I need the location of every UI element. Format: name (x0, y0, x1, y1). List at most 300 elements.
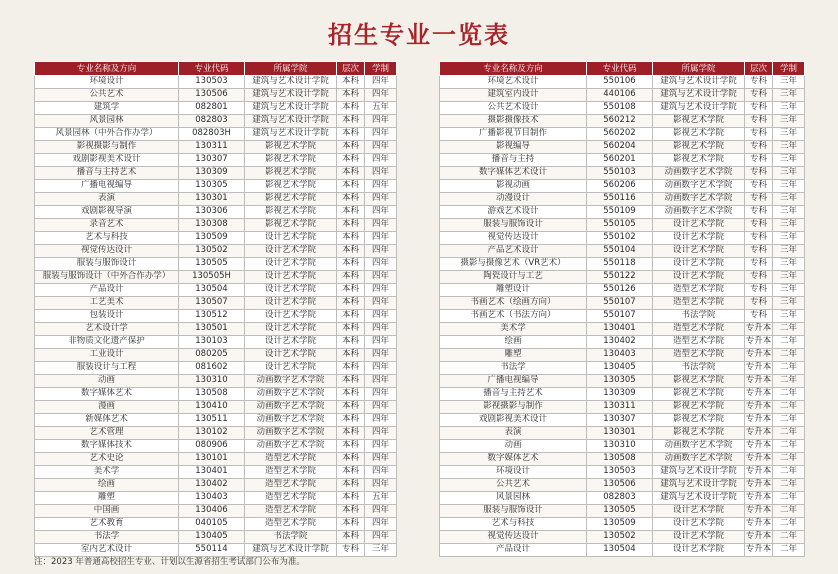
duration-cell: 二年 (773, 479, 805, 492)
major-name-cell: 录音艺术 (35, 219, 179, 232)
major-name-cell: 风景园林 (35, 115, 179, 128)
duration-cell: 四年 (365, 193, 397, 206)
major-code-cell: 130309 (179, 167, 245, 180)
major-name-cell: 风景园林（中外合作办学） (35, 128, 179, 141)
level-cell: 本科 (337, 427, 365, 440)
major-code-cell: 130503 (179, 76, 245, 89)
duration-cell: 二年 (773, 466, 805, 479)
major-name-cell: 视觉传达设计 (440, 232, 587, 245)
duration-cell: 三年 (773, 128, 805, 141)
table-row (35, 440, 397, 453)
college-cell: 建筑与艺术设计学院 (245, 544, 337, 557)
major-name-cell: 艺术与科技 (35, 232, 179, 245)
table-row (440, 141, 805, 154)
level-cell: 专升本 (745, 414, 773, 427)
major-code-cell: 130504 (179, 284, 245, 297)
table-row (35, 427, 397, 440)
table-row (35, 102, 397, 115)
college-cell: 动画数字艺术学院 (245, 440, 337, 453)
college-cell: 影视艺术学院 (653, 128, 745, 141)
major-code-cell: 130511 (179, 414, 245, 427)
table-row (35, 180, 397, 193)
major-name-cell: 游戏艺术设计 (440, 206, 587, 219)
duration-cell: 四年 (365, 258, 397, 271)
major-name-cell: 艺术与科技 (440, 518, 587, 531)
major-name-cell: 工业设计 (35, 349, 179, 362)
table-row (440, 258, 805, 271)
major-name-cell: 环境艺术设计 (440, 76, 587, 89)
duration-cell: 四年 (365, 180, 397, 193)
major-name-cell: 影视编导 (440, 141, 587, 154)
duration-cell: 四年 (365, 401, 397, 414)
level-cell: 本科 (337, 206, 365, 219)
level-cell: 本科 (337, 193, 365, 206)
level-cell: 本科 (337, 414, 365, 427)
page-title: 招生专业一览表 (328, 20, 510, 49)
table-row (440, 544, 805, 557)
college-cell: 设计艺术学院 (245, 258, 337, 271)
major-name-cell: 绘画 (35, 479, 179, 492)
table-row (35, 76, 397, 89)
college-cell: 造型艺术学院 (245, 479, 337, 492)
major-name-cell: 服装与服饰设计 (440, 219, 587, 232)
duration-cell: 三年 (773, 271, 805, 284)
major-name-cell: 环境设计 (440, 466, 587, 479)
header-duration: 学制 (773, 62, 805, 76)
college-cell: 设计艺术学院 (245, 310, 337, 323)
level-cell: 专科 (745, 76, 773, 89)
level-cell: 专升本 (745, 518, 773, 531)
level-cell: 专科 (745, 219, 773, 232)
college-cell: 设计艺术学院 (245, 245, 337, 258)
college-cell: 设计艺术学院 (245, 323, 337, 336)
major-name-cell: 播音与主持艺术 (440, 388, 587, 401)
major-code-cell: 082801 (179, 102, 245, 115)
duration-cell: 三年 (773, 245, 805, 258)
table-row (35, 453, 397, 466)
college-cell: 动画数字艺术学院 (245, 388, 337, 401)
major-name-cell: 数字媒体艺术 (35, 388, 179, 401)
duration-cell: 四年 (365, 154, 397, 167)
duration-cell: 二年 (773, 375, 805, 388)
duration-cell: 四年 (365, 310, 397, 323)
table-row (440, 453, 805, 466)
level-cell: 专升本 (745, 453, 773, 466)
table-row (35, 297, 397, 310)
table-row (35, 128, 397, 141)
college-cell: 动画数字艺术学院 (245, 375, 337, 388)
major-code-cell: 560201 (587, 154, 653, 167)
duration-cell: 三年 (773, 219, 805, 232)
table-row (35, 492, 397, 505)
level-cell: 专升本 (745, 349, 773, 362)
major-code-cell: 130405 (587, 362, 653, 375)
table-row (440, 349, 805, 362)
duration-cell: 四年 (365, 388, 397, 401)
duration-cell: 三年 (773, 284, 805, 297)
duration-cell: 四年 (365, 206, 397, 219)
table-row (35, 284, 397, 297)
major-name-cell: 服装与服饰设计 (440, 505, 587, 518)
table-row (35, 271, 397, 284)
college-cell: 动画数字艺术学院 (653, 440, 745, 453)
college-cell: 建筑与艺术设计学院 (653, 102, 745, 115)
duration-cell: 四年 (365, 427, 397, 440)
college-cell: 设计艺术学院 (245, 271, 337, 284)
level-cell: 本科 (337, 258, 365, 271)
duration-cell: 二年 (773, 518, 805, 531)
header-college: 所属学院 (245, 62, 337, 76)
college-cell: 造型艺术学院 (245, 518, 337, 531)
major-code-cell: 130503 (587, 466, 653, 479)
college-cell: 建筑与艺术设计学院 (653, 492, 745, 505)
major-code-cell: 040105 (179, 518, 245, 531)
level-cell: 本科 (337, 284, 365, 297)
college-cell: 书法学院 (653, 362, 745, 375)
level-cell: 本科 (337, 531, 365, 544)
major-name-cell: 艺术管理 (35, 427, 179, 440)
duration-cell: 四年 (365, 375, 397, 388)
duration-cell: 二年 (773, 544, 805, 557)
college-cell: 书法学院 (245, 531, 337, 544)
college-cell: 影视艺术学院 (653, 388, 745, 401)
college-cell: 造型艺术学院 (245, 505, 337, 518)
table-row (440, 336, 805, 349)
college-cell: 建筑与艺术设计学院 (245, 128, 337, 141)
major-name-cell: 影视摄影与制作 (35, 141, 179, 154)
major-name-cell: 艺术设计学 (35, 323, 179, 336)
duration-cell: 四年 (365, 518, 397, 531)
duration-cell: 二年 (773, 453, 805, 466)
table-row (35, 167, 397, 180)
table-row (35, 466, 397, 479)
college-cell: 造型艺术学院 (245, 492, 337, 505)
major-name-cell: 产品设计 (440, 544, 587, 557)
duration-cell: 四年 (365, 271, 397, 284)
duration-cell: 四年 (365, 362, 397, 375)
level-cell: 专科 (745, 284, 773, 297)
duration-cell: 三年 (773, 167, 805, 180)
college-cell: 影视艺术学院 (245, 219, 337, 232)
table-row (35, 414, 397, 427)
major-code-cell: 130308 (179, 219, 245, 232)
duration-cell: 四年 (365, 89, 397, 102)
college-cell: 建筑与艺术设计学院 (245, 76, 337, 89)
duration-cell: 二年 (773, 336, 805, 349)
college-cell: 建筑与艺术设计学院 (653, 76, 745, 89)
level-cell: 本科 (337, 310, 365, 323)
level-cell: 本科 (337, 115, 365, 128)
level-cell: 专科 (745, 115, 773, 128)
major-code-cell: 130512 (179, 310, 245, 323)
level-cell: 本科 (337, 89, 365, 102)
major-code-cell: 560202 (587, 128, 653, 141)
major-code-cell: 130501 (179, 323, 245, 336)
header-major-code: 专业代码 (587, 62, 653, 76)
duration-cell: 四年 (365, 453, 397, 466)
table-row (440, 271, 805, 284)
table-row (440, 466, 805, 479)
table-row (440, 297, 805, 310)
level-cell: 本科 (337, 141, 365, 154)
college-cell: 设计艺术学院 (653, 531, 745, 544)
level-cell: 本科 (337, 349, 365, 362)
major-code-cell: 130401 (587, 323, 653, 336)
level-cell: 本科 (337, 232, 365, 245)
duration-cell: 三年 (773, 310, 805, 323)
major-code-cell: 550126 (587, 284, 653, 297)
college-cell: 造型艺术学院 (245, 466, 337, 479)
level-cell: 专科 (745, 245, 773, 258)
major-name-cell: 环境设计 (35, 76, 179, 89)
table-row (440, 518, 805, 531)
duration-cell: 四年 (365, 505, 397, 518)
major-code-cell: 130502 (179, 245, 245, 258)
table-row (440, 89, 805, 102)
table-row (440, 219, 805, 232)
level-cell: 专科 (745, 141, 773, 154)
table-row (35, 349, 397, 362)
level-cell: 专科 (745, 167, 773, 180)
major-code-cell: 130306 (179, 206, 245, 219)
level-cell: 专升本 (745, 388, 773, 401)
college-cell: 影视艺术学院 (653, 141, 745, 154)
duration-cell: 二年 (773, 440, 805, 453)
level-cell: 本科 (337, 492, 365, 505)
level-cell: 专科 (745, 271, 773, 284)
duration-cell: 三年 (773, 206, 805, 219)
college-cell: 设计艺术学院 (653, 544, 745, 557)
college-cell: 造型艺术学院 (245, 453, 337, 466)
table-row (440, 440, 805, 453)
table-row (440, 128, 805, 141)
major-code-cell: 440106 (587, 89, 653, 102)
major-name-cell: 新媒体艺术 (35, 414, 179, 427)
major-code-cell: 082803H (179, 128, 245, 141)
level-cell: 专科 (745, 128, 773, 141)
major-name-cell: 广播电视编导 (35, 180, 179, 193)
major-name-cell: 中国画 (35, 505, 179, 518)
major-code-cell: 130410 (179, 401, 245, 414)
major-name-cell: 陶瓷设计与工艺 (440, 271, 587, 284)
major-name-cell: 非物质文化遗产保护 (35, 336, 179, 349)
major-code-cell: 130402 (179, 479, 245, 492)
college-cell: 建筑与艺术设计学院 (653, 479, 745, 492)
level-cell: 本科 (337, 518, 365, 531)
duration-cell: 三年 (773, 232, 805, 245)
table-row (35, 531, 397, 544)
duration-cell: 四年 (365, 531, 397, 544)
major-name-cell: 数字媒体艺术 (440, 453, 587, 466)
duration-cell: 三年 (365, 544, 397, 557)
major-code-cell: 130509 (587, 518, 653, 531)
college-cell: 影视艺术学院 (653, 414, 745, 427)
major-name-cell: 影视摄影与制作 (440, 401, 587, 414)
college-cell: 设计艺术学院 (653, 232, 745, 245)
major-name-cell: 雕塑 (440, 349, 587, 362)
header-major-name: 专业名称及方向 (35, 62, 179, 76)
major-name-cell: 风景园林 (440, 492, 587, 505)
table-row (440, 362, 805, 375)
duration-cell: 二年 (773, 362, 805, 375)
level-cell: 本科 (337, 167, 365, 180)
major-code-cell: 130103 (179, 336, 245, 349)
college-cell: 动画数字艺术学院 (653, 453, 745, 466)
level-cell: 专科 (337, 544, 365, 557)
major-name-cell: 视觉传达设计 (35, 245, 179, 258)
major-name-cell: 绘画 (440, 336, 587, 349)
major-name-cell: 戏剧影视美术设计 (440, 414, 587, 427)
college-cell: 影视艺术学院 (245, 206, 337, 219)
level-cell: 本科 (337, 76, 365, 89)
level-cell: 本科 (337, 336, 365, 349)
major-name-cell: 视觉传达设计 (440, 531, 587, 544)
duration-cell: 四年 (365, 76, 397, 89)
table-row (35, 401, 397, 414)
major-code-cell: 130301 (587, 427, 653, 440)
level-cell: 专升本 (745, 323, 773, 336)
duration-cell: 四年 (365, 284, 397, 297)
major-code-cell: 080906 (179, 440, 245, 453)
major-code-cell: 550118 (587, 258, 653, 271)
footnote: 注：2023 年普通高校招生专业、计划以生源省招生考试部门公布为准。 (34, 557, 305, 567)
level-cell: 专科 (745, 310, 773, 323)
table-row (440, 284, 805, 297)
major-code-cell: 550109 (587, 206, 653, 219)
level-cell: 本科 (337, 375, 365, 388)
duration-cell: 四年 (365, 323, 397, 336)
college-cell: 影视艺术学院 (653, 115, 745, 128)
major-code-cell: 130309 (587, 388, 653, 401)
major-code-cell: 550103 (587, 167, 653, 180)
level-cell: 专升本 (745, 401, 773, 414)
major-name-cell: 书法学 (440, 362, 587, 375)
major-name-cell: 书画艺术（书法方向） (440, 310, 587, 323)
table-row (35, 206, 397, 219)
college-cell: 造型艺术学院 (653, 284, 745, 297)
duration-cell: 二年 (773, 349, 805, 362)
major-code-cell: 081602 (179, 362, 245, 375)
college-cell: 动画数字艺术学院 (653, 167, 745, 180)
duration-cell: 四年 (365, 219, 397, 232)
table-row (35, 219, 397, 232)
major-name-cell: 表演 (440, 427, 587, 440)
duration-cell: 四年 (365, 466, 397, 479)
major-code-cell: 130403 (587, 349, 653, 362)
table-row (35, 89, 397, 102)
level-cell: 本科 (337, 180, 365, 193)
major-name-cell: 包装设计 (35, 310, 179, 323)
major-name-cell: 服装与服饰设计 (35, 258, 179, 271)
duration-cell: 四年 (365, 414, 397, 427)
major-name-cell: 服装与服饰设计（中外合作办学） (35, 271, 179, 284)
major-name-cell: 服装设计与工程 (35, 362, 179, 375)
majors-table-left (34, 61, 397, 557)
header-duration: 学制 (365, 62, 397, 76)
duration-cell: 四年 (365, 336, 397, 349)
table-row (35, 479, 397, 492)
level-cell: 本科 (337, 219, 365, 232)
duration-cell: 四年 (365, 297, 397, 310)
table-row (440, 401, 805, 414)
table-row (440, 388, 805, 401)
duration-cell: 三年 (773, 89, 805, 102)
table-row (35, 141, 397, 154)
college-cell: 影视艺术学院 (245, 141, 337, 154)
major-code-cell: 130506 (587, 479, 653, 492)
duration-cell: 三年 (773, 141, 805, 154)
duration-cell: 二年 (773, 492, 805, 505)
duration-cell: 五年 (365, 492, 397, 505)
major-code-cell: 130406 (179, 505, 245, 518)
table-row (35, 154, 397, 167)
level-cell: 本科 (337, 401, 365, 414)
college-cell: 建筑与艺术设计学院 (245, 102, 337, 115)
major-name-cell: 播音与主持艺术 (35, 167, 179, 180)
table-row (440, 76, 805, 89)
level-cell: 本科 (337, 128, 365, 141)
duration-cell: 四年 (365, 167, 397, 180)
level-cell: 专升本 (745, 440, 773, 453)
major-code-cell: 560204 (587, 141, 653, 154)
table-row (440, 102, 805, 115)
major-code-cell: 082803 (587, 492, 653, 505)
table-row (35, 193, 397, 206)
duration-cell: 三年 (773, 76, 805, 89)
college-cell: 设计艺术学院 (653, 271, 745, 284)
level-cell: 专科 (745, 206, 773, 219)
major-name-cell: 公共艺术 (35, 89, 179, 102)
level-cell: 专科 (745, 89, 773, 102)
major-code-cell: 130508 (179, 388, 245, 401)
level-cell: 专升本 (745, 362, 773, 375)
college-cell: 设计艺术学院 (653, 505, 745, 518)
duration-cell: 三年 (773, 297, 805, 310)
table-row (440, 167, 805, 180)
majors-table-right (439, 61, 805, 557)
level-cell: 本科 (337, 440, 365, 453)
duration-cell: 四年 (365, 232, 397, 245)
major-name-cell: 雕塑设计 (440, 284, 587, 297)
level-cell: 专科 (745, 180, 773, 193)
college-cell: 影视艺术学院 (653, 401, 745, 414)
table-row (440, 245, 805, 258)
level-cell: 本科 (337, 271, 365, 284)
table-row (440, 206, 805, 219)
college-cell: 建筑与艺术设计学院 (245, 89, 337, 102)
college-cell: 书法学院 (653, 310, 745, 323)
college-cell: 影视艺术学院 (653, 427, 745, 440)
major-name-cell: 产品艺术设计 (440, 245, 587, 258)
table-row (35, 505, 397, 518)
major-code-cell: 560206 (587, 180, 653, 193)
level-cell: 专升本 (745, 492, 773, 505)
level-cell: 本科 (337, 453, 365, 466)
major-name-cell: 数字媒体技术 (35, 440, 179, 453)
major-code-cell: 080205 (179, 349, 245, 362)
table-row (440, 323, 805, 336)
major-name-cell: 摄影摄像技术 (440, 115, 587, 128)
college-cell: 设计艺术学院 (245, 349, 337, 362)
college-cell: 建筑与艺术设计学院 (653, 89, 745, 102)
table-row (35, 388, 397, 401)
major-code-cell: 130509 (179, 232, 245, 245)
major-code-cell: 130305 (587, 375, 653, 388)
major-code-cell: 130101 (179, 453, 245, 466)
duration-cell: 四年 (365, 349, 397, 362)
major-code-cell: 130307 (179, 154, 245, 167)
major-code-cell: 130310 (587, 440, 653, 453)
